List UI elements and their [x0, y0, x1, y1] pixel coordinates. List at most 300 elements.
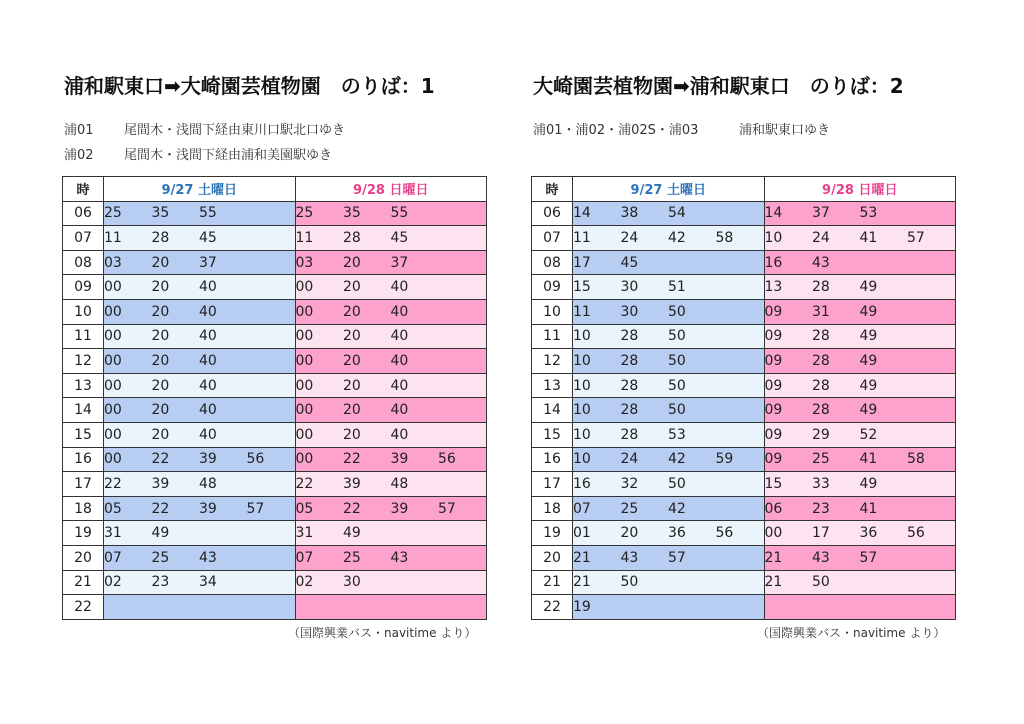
table-row	[63, 447, 487, 472]
table-row	[532, 349, 956, 374]
table-row	[63, 570, 487, 595]
sunday-cell	[295, 545, 487, 570]
sunday-cell	[295, 275, 487, 300]
departure-minute: 15	[764, 475, 783, 492]
departure-minute: 28	[812, 279, 830, 296]
hour-cell: 09	[63, 275, 104, 300]
saturday-cell	[573, 226, 765, 251]
departure-minute: 02	[295, 574, 314, 591]
departure-minute: 20	[343, 426, 361, 443]
departure-minute: 49	[343, 525, 361, 542]
departure-minute: 35	[343, 205, 361, 222]
saturday-cell	[573, 299, 765, 324]
sunday-cell	[295, 398, 487, 423]
hour-cell: 14	[63, 398, 104, 423]
departure-minute: 48	[390, 475, 409, 492]
departure-minute: 14	[573, 205, 591, 222]
sunday-cell	[295, 299, 487, 324]
departure-minute: 41	[859, 229, 878, 246]
departure-minute: 45	[390, 229, 409, 246]
departure-minute: 42	[668, 229, 686, 246]
departure-minute: 40	[390, 426, 409, 443]
departure-minute: 09	[764, 303, 783, 320]
departure-minute: 45	[620, 254, 639, 271]
departure-minute: 28	[620, 426, 639, 443]
departure-minute: 20	[151, 352, 170, 369]
saturday-cell	[573, 201, 765, 226]
sunday-cell	[764, 595, 956, 620]
departure-minute: 40	[390, 402, 409, 419]
departure-minute: 00	[295, 303, 314, 320]
departure-minute: 50	[668, 402, 686, 419]
source-note: （国際興業バス・navitime より）	[288, 626, 477, 640]
saturday-cell	[104, 545, 296, 570]
panel-title: 浦和駅東口➡大崎園芸植物園 のりば：1	[64, 74, 435, 98]
departure-minute: 11	[295, 229, 314, 246]
departure-minute: 40	[199, 426, 217, 443]
departure-minute: 45	[199, 229, 217, 246]
hour-cell: 15	[532, 422, 573, 447]
departure-minute: 10	[573, 451, 591, 468]
hour-cell: 11	[532, 324, 573, 349]
departure-minute: 25	[812, 451, 830, 468]
departure-minute: 49	[859, 475, 878, 492]
departure-minute: 50	[620, 574, 639, 591]
hour-cell: 09	[532, 275, 573, 300]
departure-minute: 15	[573, 279, 591, 296]
header-saturday: 9/27 土曜日	[104, 177, 296, 202]
saturday-cell	[104, 299, 296, 324]
departure-minute: 00	[295, 377, 314, 394]
hour-cell: 12	[532, 349, 573, 374]
saturday-cell	[104, 226, 296, 251]
table-row	[63, 201, 487, 226]
header-sunday: 9/28 日曜日	[295, 177, 487, 202]
departure-minute: 00	[104, 451, 122, 468]
departure-minute: 49	[859, 402, 878, 419]
departure-minute: 02	[104, 574, 122, 591]
saturday-cell	[104, 373, 296, 398]
panel-title: 大崎園芸植物園➡浦和駅東口 のりば：2	[533, 74, 904, 98]
departure-minute: 52	[859, 426, 878, 443]
departure-minute: 03	[295, 254, 314, 271]
departure-minute: 28	[620, 352, 639, 369]
departure-minute: 28	[812, 352, 830, 369]
table-row	[63, 299, 487, 324]
saturday-cell	[573, 324, 765, 349]
departure-minute: 25	[151, 549, 170, 566]
table-row	[532, 521, 956, 546]
departure-minute: 00	[295, 279, 314, 296]
table-row	[532, 226, 956, 251]
departure-minute: 10	[573, 426, 591, 443]
route-code: 浦01・浦02・浦02S・浦03	[533, 123, 699, 138]
hour-cell: 17	[63, 472, 104, 497]
saturday-cell	[104, 521, 296, 546]
departure-minute: 28	[812, 328, 830, 345]
departure-minute: 00	[104, 377, 122, 394]
departure-minute: 40	[390, 303, 409, 320]
hour-cell: 22	[63, 595, 104, 620]
departure-minute: 25	[620, 500, 639, 517]
departure-minute: 20	[151, 303, 170, 320]
departure-minute: 40	[390, 352, 409, 369]
departure-minute: 31	[812, 303, 830, 320]
departure-minute: 41	[859, 451, 878, 468]
departure-minute: 54	[668, 205, 686, 222]
departure-minute: 00	[295, 451, 314, 468]
departure-minute: 57	[438, 500, 456, 517]
departure-minute: 20	[151, 402, 170, 419]
departure-minute: 10	[764, 229, 783, 246]
table-row	[63, 472, 487, 497]
saturday-cell	[573, 275, 765, 300]
departure-minute: 33	[812, 475, 830, 492]
departure-minute: 25	[104, 205, 122, 222]
departure-minute: 58	[907, 451, 925, 468]
departure-minute: 09	[764, 402, 783, 419]
departure-minute: 23	[151, 574, 170, 591]
hour-cell: 11	[63, 324, 104, 349]
departure-minute: 00	[295, 402, 314, 419]
table-row	[532, 324, 956, 349]
table-row	[532, 447, 956, 472]
departure-minute: 10	[573, 352, 591, 369]
departure-minute: 00	[295, 426, 314, 443]
table-row	[63, 521, 487, 546]
departure-minute: 21	[573, 549, 591, 566]
sunday-cell	[295, 201, 487, 226]
departure-minute: 40	[199, 279, 217, 296]
departure-minute: 36	[668, 525, 686, 542]
route-line	[64, 119, 345, 138]
departure-minute: 57	[246, 500, 265, 517]
departure-minute: 43	[812, 254, 830, 271]
departure-minute: 58	[715, 229, 734, 246]
departure-minute: 07	[295, 549, 314, 566]
table-row	[532, 250, 956, 275]
departure-minute: 39	[199, 500, 217, 517]
departure-minute: 20	[151, 254, 170, 271]
departure-minute: 30	[343, 574, 361, 591]
departure-minute: 43	[199, 549, 217, 566]
sunday-cell	[764, 472, 956, 497]
departure-minute: 07	[573, 500, 591, 517]
departure-minute: 17	[573, 254, 591, 271]
departure-minute: 40	[390, 279, 409, 296]
table-row	[532, 472, 956, 497]
sunday-cell	[295, 226, 487, 251]
departure-minute: 10	[573, 377, 591, 394]
departure-minute: 24	[620, 229, 639, 246]
table-row	[532, 570, 956, 595]
saturday-cell	[573, 472, 765, 497]
saturday-cell	[104, 570, 296, 595]
sunday-cell	[764, 349, 956, 374]
departure-minute: 00	[104, 279, 122, 296]
saturday-cell	[573, 521, 765, 546]
saturday-cell	[104, 398, 296, 423]
table-row	[532, 275, 956, 300]
saturday-cell	[104, 324, 296, 349]
departure-minute: 13	[764, 279, 783, 296]
departure-minute: 21	[764, 574, 783, 591]
departure-minute: 00	[104, 303, 122, 320]
departure-minute: 31	[295, 525, 314, 542]
header-saturday: 9/27 土曜日	[573, 177, 765, 202]
departure-minute: 50	[668, 303, 686, 320]
departure-minute: 43	[812, 549, 830, 566]
route-code: 浦02	[64, 148, 94, 163]
departure-minute: 09	[764, 328, 783, 345]
departure-minute: 39	[199, 451, 217, 468]
departure-minute: 28	[343, 229, 361, 246]
table-row	[532, 373, 956, 398]
header-hour: 時	[532, 177, 573, 202]
departure-minute: 20	[343, 328, 361, 345]
hour-cell: 18	[63, 496, 104, 521]
departure-minute: 34	[199, 574, 217, 591]
hour-cell: 21	[63, 570, 104, 595]
sunday-cell	[295, 521, 487, 546]
departure-minute: 19	[573, 598, 591, 615]
departure-minute: 28	[812, 402, 830, 419]
table-row	[63, 250, 487, 275]
departure-minute: 21	[573, 574, 591, 591]
departure-minute: 20	[343, 254, 361, 271]
hour-cell: 13	[532, 373, 573, 398]
route-line	[533, 119, 830, 138]
departure-minute: 42	[668, 500, 686, 517]
departure-minute: 40	[390, 328, 409, 345]
departure-minute: 22	[104, 475, 122, 492]
departure-minute: 40	[390, 377, 409, 394]
departure-minute: 10	[573, 402, 591, 419]
sunday-cell	[764, 422, 956, 447]
saturday-cell	[104, 250, 296, 275]
hour-cell: 14	[532, 398, 573, 423]
departure-minute: 39	[151, 475, 170, 492]
saturday-cell	[104, 595, 296, 620]
departure-minute: 48	[199, 475, 217, 492]
hour-cell: 06	[532, 201, 573, 226]
departure-minute: 11	[573, 229, 591, 246]
route-desc: 尾間木・浅間下経由浦和美園駅ゆき	[124, 148, 333, 163]
table-row	[63, 373, 487, 398]
departure-minute: 57	[907, 229, 925, 246]
sunday-cell	[764, 324, 956, 349]
departure-minute: 11	[104, 229, 122, 246]
table-row	[63, 275, 487, 300]
departure-minute: 05	[295, 500, 314, 517]
table-row	[532, 398, 956, 423]
departure-minute: 56	[715, 525, 734, 542]
hour-cell: 12	[63, 349, 104, 374]
sunday-cell	[295, 595, 487, 620]
departure-minute: 57	[668, 549, 686, 566]
timetable	[62, 176, 487, 620]
sunday-cell	[764, 521, 956, 546]
departure-minute: 53	[668, 426, 686, 443]
departure-minute: 28	[620, 377, 639, 394]
departure-minute: 56	[438, 451, 456, 468]
sunday-cell	[295, 422, 487, 447]
hour-cell: 21	[532, 570, 573, 595]
departure-minute: 50	[668, 328, 686, 345]
hour-cell: 22	[532, 595, 573, 620]
departure-minute: 03	[104, 254, 122, 271]
table-row	[63, 398, 487, 423]
departure-minute: 41	[859, 500, 878, 517]
saturday-cell	[573, 422, 765, 447]
saturday-cell	[573, 496, 765, 521]
hour-cell: 19	[63, 521, 104, 546]
departure-minute: 30	[620, 303, 639, 320]
sunday-cell	[295, 250, 487, 275]
departure-minute: 25	[343, 549, 361, 566]
departure-minute: 28	[151, 229, 170, 246]
departure-minute: 56	[246, 451, 265, 468]
departure-minute: 50	[668, 475, 686, 492]
departure-minute: 35	[151, 205, 170, 222]
departure-minute: 53	[859, 205, 878, 222]
departure-minute: 50	[668, 352, 686, 369]
table-row	[63, 545, 487, 570]
departure-minute: 40	[199, 328, 217, 345]
departure-minute: 09	[764, 352, 783, 369]
departure-minute: 09	[764, 377, 783, 394]
departure-minute: 49	[859, 377, 878, 394]
saturday-cell	[104, 201, 296, 226]
sunday-cell	[295, 373, 487, 398]
hour-cell: 20	[63, 545, 104, 570]
sunday-cell	[764, 201, 956, 226]
saturday-cell	[573, 570, 765, 595]
saturday-cell	[104, 422, 296, 447]
departure-minute: 51	[668, 279, 686, 296]
departure-minute: 22	[151, 451, 170, 468]
sunday-cell	[764, 570, 956, 595]
departure-minute: 22	[343, 500, 361, 517]
timetable	[531, 176, 956, 620]
departure-minute: 20	[343, 402, 361, 419]
departure-minute: 10	[573, 328, 591, 345]
departure-minute: 39	[390, 451, 409, 468]
saturday-cell	[104, 472, 296, 497]
departure-minute: 20	[343, 377, 361, 394]
saturday-cell	[104, 349, 296, 374]
table-row	[532, 545, 956, 570]
departure-minute: 50	[668, 377, 686, 394]
departure-minute: 00	[104, 402, 122, 419]
departure-minute: 36	[859, 525, 878, 542]
departure-minute: 20	[151, 279, 170, 296]
departure-minute: 11	[573, 303, 591, 320]
departure-minute: 09	[764, 451, 783, 468]
sunday-cell	[295, 472, 487, 497]
departure-minute: 01	[573, 525, 591, 542]
departure-minute: 50	[812, 574, 830, 591]
saturday-cell	[573, 545, 765, 570]
departure-minute: 37	[199, 254, 217, 271]
saturday-cell	[104, 496, 296, 521]
header-sunday: 9/28 日曜日	[764, 177, 956, 202]
departure-minute: 30	[620, 279, 639, 296]
hour-cell: 10	[63, 299, 104, 324]
hour-cell: 16	[63, 447, 104, 472]
table-row	[63, 595, 487, 620]
header-hour: 時	[63, 177, 104, 202]
departure-minute: 43	[390, 549, 409, 566]
departure-minute: 49	[859, 279, 878, 296]
sunday-cell	[764, 496, 956, 521]
route-line	[64, 144, 332, 163]
hour-cell: 18	[532, 496, 573, 521]
departure-minute: 21	[764, 549, 783, 566]
hour-cell: 08	[63, 250, 104, 275]
sunday-cell	[764, 226, 956, 251]
departure-minute: 32	[620, 475, 639, 492]
departure-minute: 40	[199, 352, 217, 369]
departure-minute: 38	[620, 205, 639, 222]
departure-minute: 16	[573, 475, 591, 492]
departure-minute: 55	[390, 205, 409, 222]
departure-minute: 28	[812, 377, 830, 394]
departure-minute: 22	[151, 500, 170, 517]
table-row	[63, 324, 487, 349]
saturday-cell	[104, 275, 296, 300]
departure-minute: 59	[715, 451, 734, 468]
hour-cell: 06	[63, 201, 104, 226]
saturday-cell	[573, 447, 765, 472]
departure-minute: 20	[151, 426, 170, 443]
sunday-cell	[295, 349, 487, 374]
departure-minute: 29	[812, 426, 830, 443]
hour-cell: 07	[532, 226, 573, 251]
sunday-cell	[764, 373, 956, 398]
departure-minute: 20	[620, 525, 639, 542]
hour-cell: 16	[532, 447, 573, 472]
departure-minute: 16	[764, 254, 783, 271]
sunday-cell	[764, 299, 956, 324]
departure-minute: 56	[907, 525, 925, 542]
route-desc: 尾間木・浅間下経由東川口駅北口ゆき	[124, 123, 346, 138]
hour-cell: 13	[63, 373, 104, 398]
saturday-cell	[573, 250, 765, 275]
departure-minute: 24	[620, 451, 639, 468]
departure-minute: 20	[151, 377, 170, 394]
hour-cell: 07	[63, 226, 104, 251]
sunday-cell	[295, 447, 487, 472]
departure-minute: 57	[859, 549, 878, 566]
departure-minute: 42	[668, 451, 686, 468]
departure-minute: 23	[812, 500, 830, 517]
table-row	[63, 226, 487, 251]
departure-minute: 49	[859, 303, 878, 320]
departure-minute: 00	[295, 328, 314, 345]
route-code: 浦01	[64, 123, 94, 138]
departure-minute: 14	[764, 205, 783, 222]
sunday-cell	[764, 447, 956, 472]
source-note: （国際興業バス・navitime より）	[757, 626, 946, 640]
departure-minute: 43	[620, 549, 639, 566]
departure-minute: 09	[764, 426, 783, 443]
departure-minute: 22	[295, 475, 314, 492]
departure-minute: 22	[343, 451, 361, 468]
departure-minute: 39	[390, 500, 409, 517]
sunday-cell	[764, 545, 956, 570]
sunday-cell	[764, 275, 956, 300]
